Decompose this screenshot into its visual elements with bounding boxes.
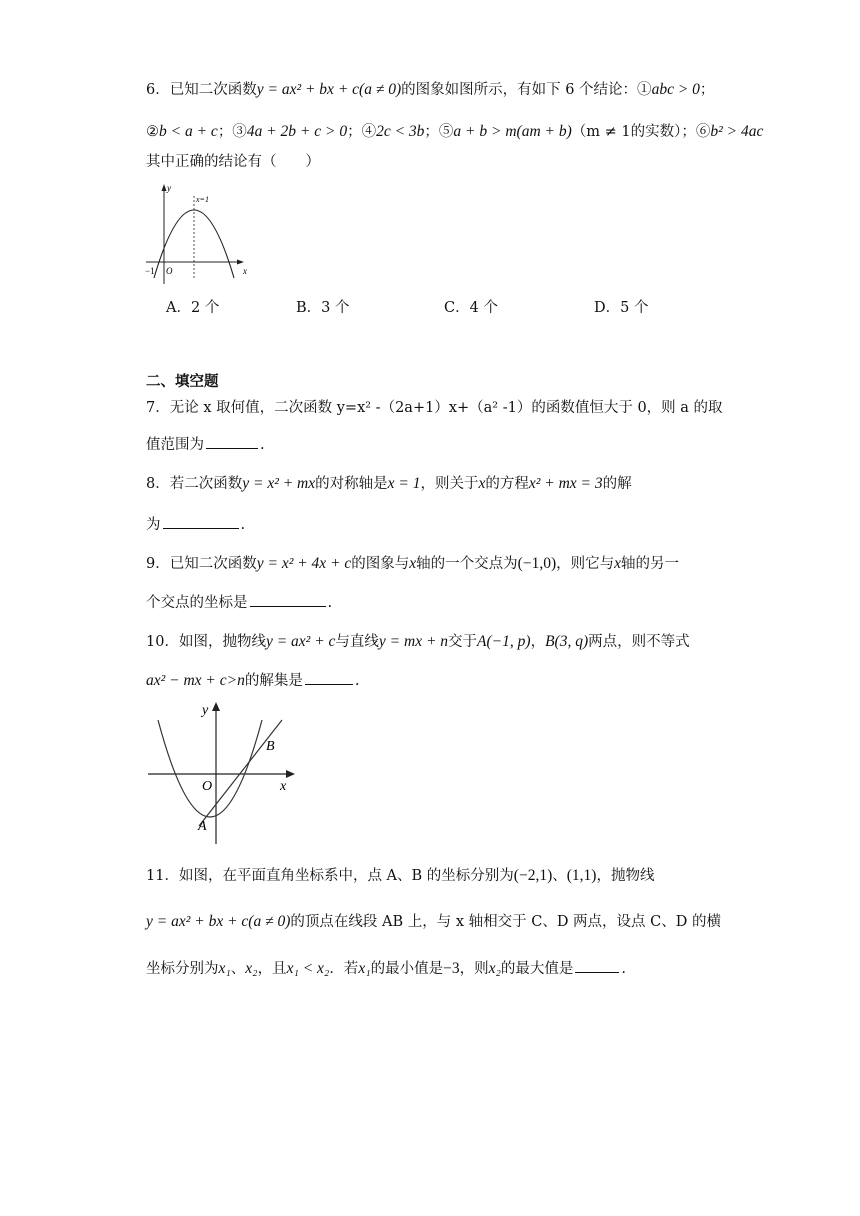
q10-text: 两点，则不等式 xyxy=(588,634,690,650)
q11-text: 坐标分别为 xyxy=(146,961,219,977)
q10-label-x: x xyxy=(280,779,287,794)
q9-number: 9． xyxy=(146,556,170,572)
q9-text: 已知二次函数 xyxy=(169,556,257,572)
q6-number: 6． xyxy=(146,82,170,98)
q10-label-y: y xyxy=(202,703,209,718)
q7-text: 无论 x 取何值，二次函数 y=x² -（2a+1）x+（a² -1）的函数值恒大于 0，则 a 的取 xyxy=(169,400,723,416)
q10-line2 xyxy=(146,670,359,691)
q10-text: 交于 xyxy=(448,634,478,650)
q11-text: ，则 xyxy=(459,961,489,977)
q10-parabola xyxy=(158,720,262,817)
q6-text: ；③ xyxy=(217,124,247,140)
q10-label-b: B xyxy=(266,739,275,754)
option-text: 4 个 xyxy=(469,300,498,316)
q6-line3: 其中正确的结论有（ ） xyxy=(146,154,320,170)
option-text: 2 个 xyxy=(190,300,220,316)
q6-conclusion-4: 2c < 3b xyxy=(376,123,425,140)
q7-number: 7． xyxy=(146,400,170,416)
q11-expr: (1,1) xyxy=(566,867,597,884)
q6-line2 xyxy=(146,122,763,142)
q9-line1 xyxy=(146,554,679,574)
q11-text: 的最大值是 xyxy=(500,961,574,977)
q6-x-arrow xyxy=(237,260,244,265)
q8-expr: x = 1 xyxy=(387,475,421,492)
q8-text: ，则关于 xyxy=(420,476,479,492)
q8-line1 xyxy=(146,474,632,494)
q10-graph xyxy=(144,698,304,846)
q6-function-expr: y = ax² + bx + c(a ≠ 0) xyxy=(256,81,402,98)
q11-number: 11． xyxy=(146,868,179,884)
q9-text: 的图象与 xyxy=(351,556,410,572)
q11-text: 如图，在平面直角坐标系中，点 A、B 的坐标分别为 xyxy=(178,868,514,884)
q6-conclusion-3: 4a + 2b + c > 0 xyxy=(246,123,348,140)
q6-label-x: x xyxy=(243,266,247,276)
q9-answer-blank[interactable] xyxy=(250,592,326,607)
q6-label-neg1: −1 xyxy=(145,266,155,276)
q7-text: 值范围为 xyxy=(146,437,204,453)
q8-expr: x² + mx = 3 xyxy=(528,475,603,492)
q8-text: 的解 xyxy=(602,476,632,492)
q6-option-b[interactable] xyxy=(296,298,350,318)
q11-text: 的最小值是 xyxy=(370,961,444,977)
q10-number: 10． xyxy=(146,634,179,650)
q8-expr: x xyxy=(478,475,486,492)
option-key: B． xyxy=(296,300,322,316)
q10-answer-blank[interactable] xyxy=(305,670,353,685)
q11-text: 、 xyxy=(230,961,246,977)
q10-expr: ax² − mx + c>n xyxy=(146,672,245,689)
q8-line2 xyxy=(146,514,245,535)
q9-text: . xyxy=(327,595,333,611)
q10-expr: B(3, q) xyxy=(545,633,589,650)
q6-label-y: y xyxy=(167,183,171,193)
q10-expr: y = mx + n xyxy=(378,633,449,650)
q6-graph xyxy=(142,182,254,286)
q8-expr: y = x² + mx xyxy=(242,475,316,492)
option-text: 5 个 xyxy=(620,300,649,316)
q6-text: ；④ xyxy=(347,124,377,140)
q11-expr: x₁ xyxy=(358,960,371,977)
q6-text: 的图象如图所示，有如下 6 个结论：① xyxy=(401,82,652,98)
q10-label-origin: O xyxy=(202,779,213,794)
q7-line1 xyxy=(146,398,723,418)
q10-text: 的解集是 xyxy=(244,673,303,689)
q6-text: ；⑥ xyxy=(681,124,711,140)
q10-line1 xyxy=(146,632,690,652)
q10-label-a: A xyxy=(198,819,207,834)
q9-expr: x xyxy=(614,555,622,572)
q11-text: ，抛物线 xyxy=(596,868,655,884)
q11-line1 xyxy=(146,866,654,886)
q11-expr: x₁ < x₂ xyxy=(286,960,330,977)
q6-conclusion-1: abc > 0 xyxy=(651,81,700,98)
q11-text: 、 xyxy=(552,868,567,884)
q6-label-origin: O xyxy=(166,266,173,276)
q9-line2 xyxy=(146,592,332,613)
q10-text: . xyxy=(354,673,360,689)
q11-text: ，且 xyxy=(257,961,287,977)
q10-text: 如图，抛物线 xyxy=(178,634,266,650)
q10-text: 与直线 xyxy=(335,634,379,650)
q6-conclusion-2: b < a + c xyxy=(159,123,218,140)
q9-expr: x xyxy=(409,555,417,572)
q6-option-c[interactable] xyxy=(444,298,498,318)
q6-text: 已知二次函数 xyxy=(169,82,257,98)
q6-label-axis: x=1 xyxy=(196,195,209,204)
q6-text: ② xyxy=(146,124,159,140)
q11-answer-blank[interactable] xyxy=(575,958,619,973)
q11-expr: x₁ xyxy=(218,960,231,977)
q11-expr: x₂ xyxy=(245,960,258,977)
q6-text: ； xyxy=(699,82,715,98)
q8-text: 为 xyxy=(146,517,161,533)
q7-text: . xyxy=(260,437,265,453)
q8-text: . xyxy=(240,517,246,533)
option-key: D． xyxy=(594,300,621,316)
q11-expr: y = ax² + bx + c(a ≠ 0) xyxy=(146,913,291,930)
q11-expr: (−2,1) xyxy=(513,867,553,884)
q10-expr: A(−1, p) xyxy=(477,633,531,650)
q9-expr: y = x² + 4x + c xyxy=(256,555,352,572)
q8-text: 若二次函数 xyxy=(169,476,243,492)
q10-text: ， xyxy=(530,634,546,650)
q10-expr: y = ax² + c xyxy=(265,633,336,650)
q9-text: ，则它与 xyxy=(556,556,615,572)
option-text: 3 个 xyxy=(321,300,350,316)
q9-expr: (−1,0) xyxy=(517,555,557,572)
q6-line1 xyxy=(146,80,714,100)
q6-conclusion-6: b² > 4ac xyxy=(710,123,764,140)
q6-text: （m ≠ 1的实数） xyxy=(571,124,682,140)
q8-answer-blank[interactable] xyxy=(163,514,239,529)
q11-text: ．若 xyxy=(329,961,359,977)
q11-line2 xyxy=(146,912,721,932)
q6-option-d[interactable] xyxy=(594,298,648,318)
q7-line2 xyxy=(146,434,265,455)
q6-y-arrow xyxy=(162,184,167,191)
q8-text: 的方程 xyxy=(485,476,529,492)
q8-text: 的对称轴是 xyxy=(315,476,388,492)
section-title: 二、填空题 xyxy=(146,373,219,390)
q6-conclusion-5: a + b > m(am + b) xyxy=(453,123,572,140)
q11-text: 的顶点在线段 AB 上，与 x 轴相交于 C、D 两点，设点 C、D 的横 xyxy=(290,914,721,930)
q7-answer-blank[interactable] xyxy=(206,434,258,449)
q11-expr: x₂ xyxy=(488,960,501,977)
q10-x-arrow xyxy=(286,770,295,778)
option-key: C． xyxy=(444,300,470,316)
q8-number: 8． xyxy=(146,476,170,492)
q11-line3 xyxy=(146,958,626,979)
q11-expr: −3 xyxy=(443,960,460,977)
q6-text: ；⑤ xyxy=(424,124,454,140)
option-key: A． xyxy=(166,300,191,316)
q6-option-a[interactable] xyxy=(166,298,219,318)
q9-text: 轴的另一 xyxy=(621,556,680,572)
q9-text: 个交点的坐标是 xyxy=(146,595,248,611)
q11-text: . xyxy=(621,961,626,977)
q10-line xyxy=(199,720,282,826)
q9-text: 轴的一个交点为 xyxy=(416,556,518,572)
q10-y-arrow xyxy=(212,702,220,711)
